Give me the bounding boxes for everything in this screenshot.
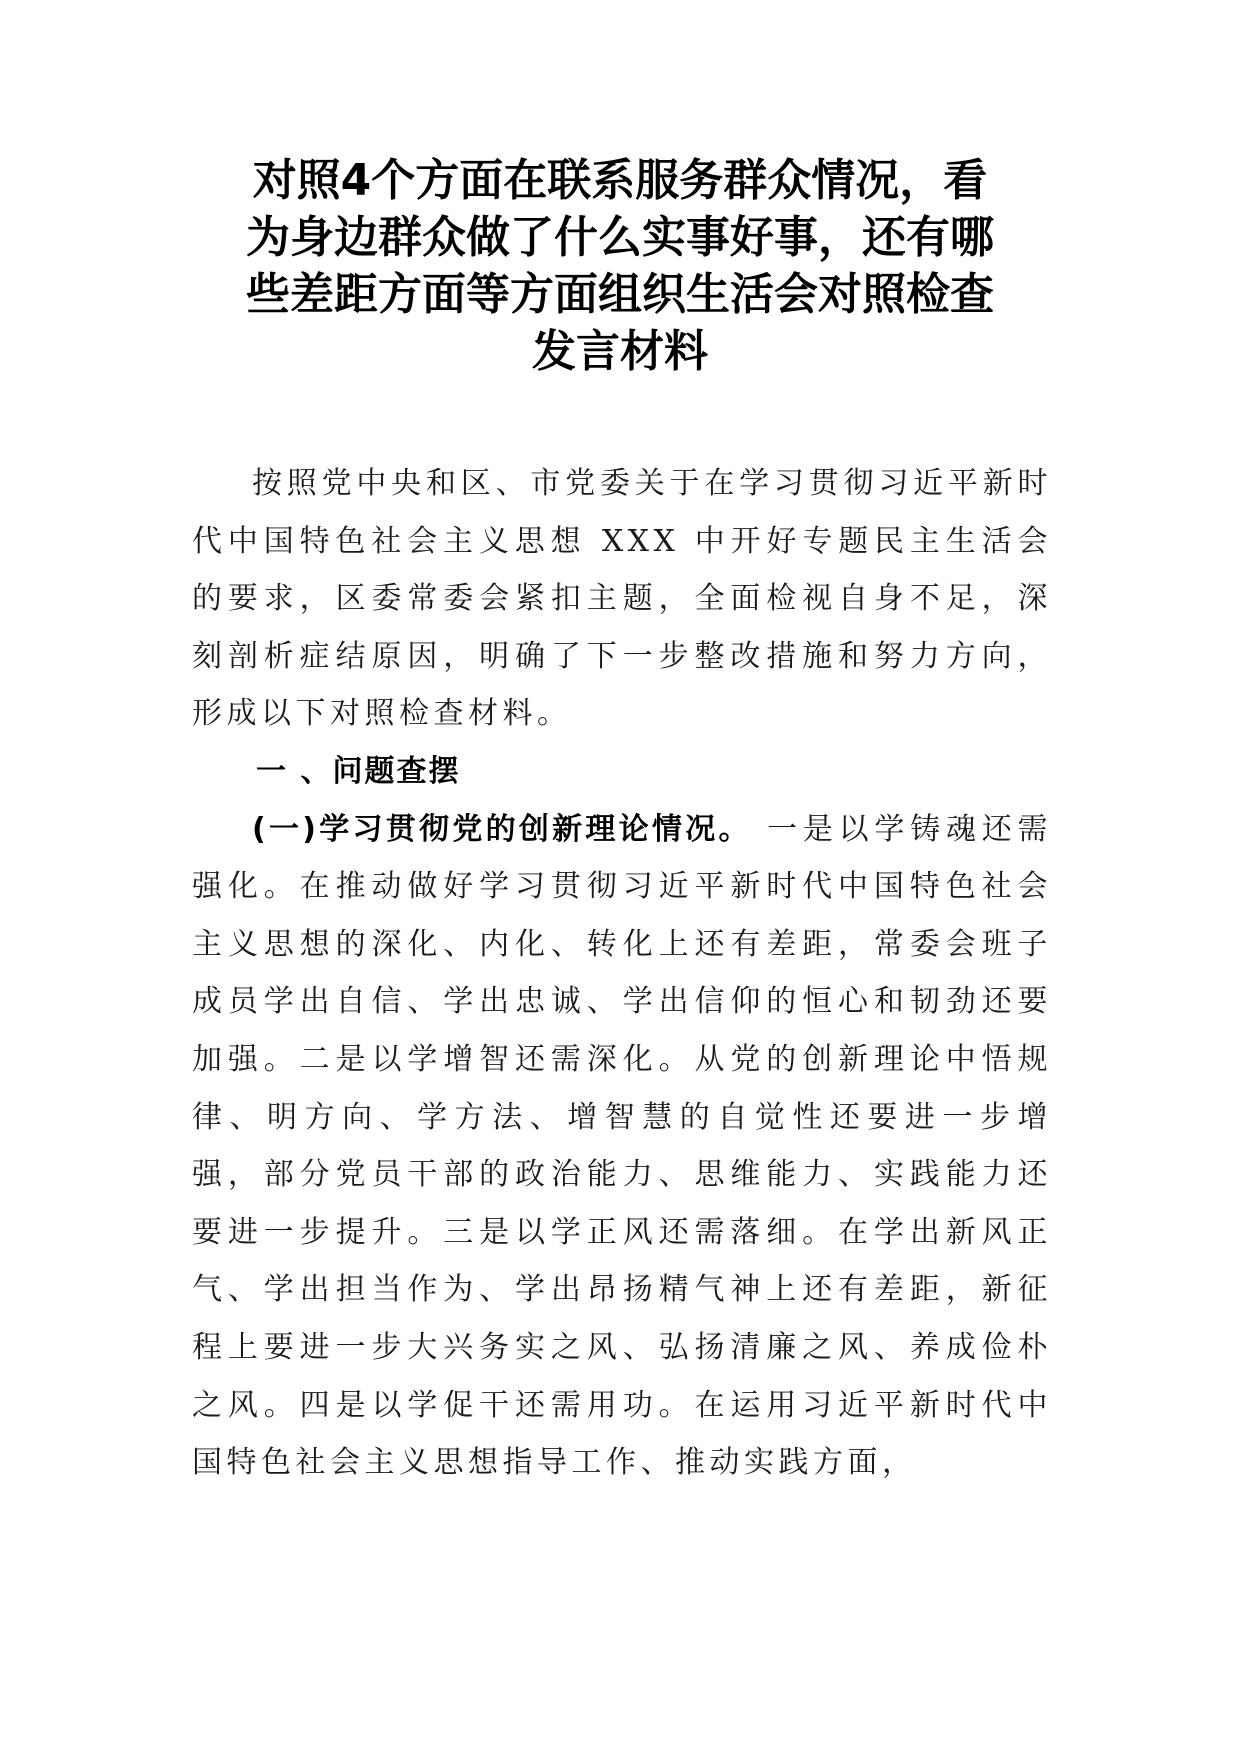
title-line-1: 对照4个方面在联系服务群众情况，看	[252, 155, 988, 206]
subsection-heading: (一)学习贯彻党的创新理论情况。	[252, 811, 752, 847]
title-line-4: 发言材料	[532, 326, 708, 377]
intro-paragraph: 按照党中央和区、市党委关于在学习贯彻习近平新时代中国特色社会主义思想 XXX 中开好专题民主生活会的要求，区委常委会紧扣主题，全面检视自身不足，深刻剖析症结原因，明确了下一步整改措施和努力方向，形成以下对照检查材料。	[192, 466, 1052, 732]
subsection-text: 一是以学铸魂还需强化。在推动做好学习贯彻习近平新时代中国特色社会主义思想的深化、内化、转化上还有差距，常委会班子成员学出自信、学出忠诚、学出信仰的恒心和韧劲还要加强。二是以学增智还需深化。从党的创新理论中悟规律、明方向、学方法、增智慧的自觉性还要进一步增强，部分党员干部的政治能力、思维能力、实践能力还要进一步提升。三是以学正风还需落细。在学出新风正气、学出担当作为、学出昂扬精气神上还有差距，新征程上要进一步大兴务实之风、弘扬清廉之风、养成俭朴之风。四是以学促干还需用功。在运用习近平新时代中国特色社会主义思想指导工作、推动实践方面，	[192, 811, 1052, 1481]
document-title	[190, 152, 1050, 380]
subsection-paragraph	[192, 801, 1052, 1492]
document-body	[192, 455, 1052, 1492]
section-heading: 一 、问题查摆	[256, 753, 461, 789]
title-line-3: 些差距方面等方面组织生活会对照检查	[246, 269, 994, 320]
title-line-2: 为身边群众做了什么实事好事，还有哪	[246, 212, 994, 263]
